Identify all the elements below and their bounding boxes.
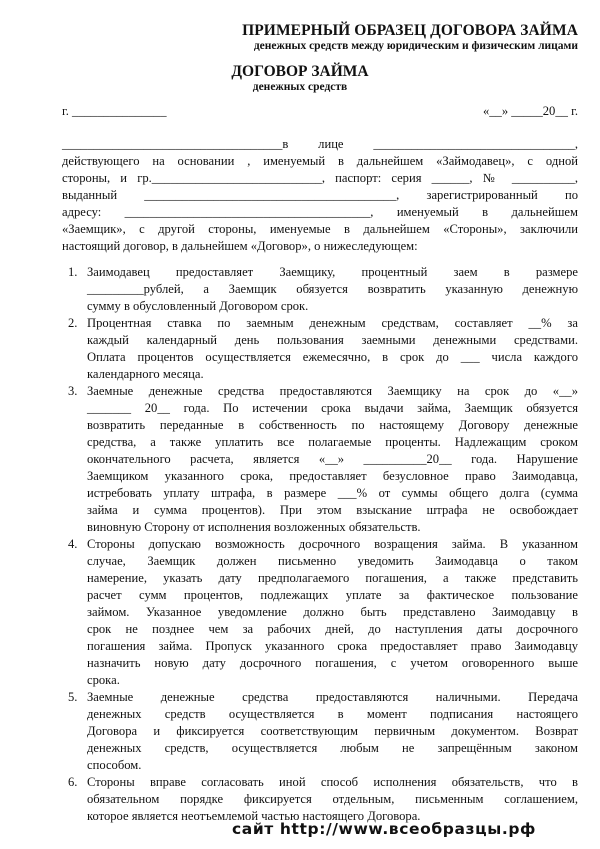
contract-clause bbox=[87, 536, 578, 689]
contract-clause bbox=[87, 689, 578, 774]
clause-line: возвратить переданные в собственность по настоящему Договору денежные bbox=[87, 418, 578, 432]
clause-line: Договора и фиксируется соответствующим первичным документом. Возврат bbox=[87, 724, 578, 738]
contract-subtitle: денежных средств bbox=[252, 81, 348, 93]
site-watermark: сайт http://www.всеобразцы.рф bbox=[232, 820, 537, 838]
intro-line: адресу: _______________________________________, именуемый в дальнейшем bbox=[62, 205, 578, 219]
clause-line: срока. bbox=[87, 673, 120, 687]
item-number: 2. bbox=[68, 316, 78, 330]
intro-line: «Заемщик», с другой стороны, именуемые в дальнейшем «Стороны», заключили bbox=[62, 222, 578, 236]
clause-line: виновную Сторону от исполнения возложенных обязательств. bbox=[87, 520, 421, 534]
contract-clause bbox=[87, 774, 578, 825]
clause-line: истребовать уплату штрафа, в размере ___% от суммы общего долга (сумма bbox=[87, 486, 578, 500]
clause-line: _______ 20__ года. По истечении срока выдачи займа, Заемщик обязуется bbox=[87, 401, 578, 415]
clause-line: расчет сумм процентов, подлежащих уплате за фактическое пользование bbox=[87, 588, 578, 602]
item-number: 5. bbox=[68, 690, 78, 704]
clause-line: займом. Указанное уведомление должно быть представлено Заимодавцу в bbox=[87, 605, 578, 619]
document-title: ПРИМЕРНЫЙ ОБРАЗЕЦ ДОГОВОРА ЗАЙМА bbox=[242, 22, 578, 39]
clause-line: Оплата процентов осуществляется ежемесячно, в срок до ___ числа каждого bbox=[87, 350, 578, 364]
clause-line: срок не позднее чем за рабочих дней, до наступления даты досрочного bbox=[87, 622, 578, 636]
item-number: 4. bbox=[68, 537, 78, 551]
intro-line: ___________________________________в лице ________________________________, bbox=[62, 137, 578, 151]
clause-line: календарного месяца. bbox=[87, 367, 204, 381]
clause-line: случае, Заемщик должен письменно уведомить Заимодавца о таком bbox=[87, 554, 578, 568]
document-subtitle: денежных средств между юридическим и физическим лицами bbox=[253, 40, 578, 52]
clause-line: Стороны вправе согласовать иной способ исполнения обязательств, что в bbox=[87, 775, 578, 789]
clause-line: сумму в обусловленный Договором срок. bbox=[87, 299, 309, 313]
intro-line: выданный ________________________________________, зарегистрированный по bbox=[62, 188, 578, 202]
contract-clause bbox=[87, 315, 578, 383]
clause-line: способом. bbox=[87, 758, 142, 772]
clause-line: займа и сумма процентов). При этом взыскание штрафа не освобождает bbox=[87, 503, 578, 517]
clause-line: назначить новую дату досрочного погашения, с учетом оговоренного выше bbox=[87, 656, 578, 670]
contract-clause bbox=[87, 383, 578, 536]
clause-line: средства, а также уплатить все полагаемые проценты. Надлежащим сроком bbox=[87, 435, 578, 449]
clause-line: Заимодавец предоставляет Заемщику, процентный заем в размере bbox=[87, 265, 578, 279]
item-number: 1. bbox=[68, 265, 78, 279]
clause-line: Стороны допускаю возможность досрочного возращения займа. В указанном bbox=[87, 537, 578, 551]
city-field: г. _______________ bbox=[62, 104, 167, 118]
contract-title: ДОГОВОР ЗАЙМА bbox=[231, 63, 369, 80]
clause-line: _________рублей, а Заемщик обязуется возвратить указанную денежную bbox=[87, 282, 578, 296]
item-number: 6. bbox=[68, 775, 78, 789]
date-field: «__» _____20__ г. bbox=[482, 104, 578, 118]
contract-clause bbox=[87, 264, 578, 315]
clause-line: погашения займа. Пропуск указанного срока предоставляет право Заимодавцу bbox=[87, 639, 578, 653]
clause-line: окончательного расчета, является «__» __________20__ года. Нарушение bbox=[87, 452, 578, 466]
clause-line: Заемные денежные средства предоставляются наличными. Передача bbox=[87, 690, 578, 704]
clause-line: денежных средств осуществляется в момент подписания настоящего bbox=[87, 707, 578, 721]
clause-line: Процентная ставка по заемным денежным средствам, составляет __% за bbox=[87, 316, 578, 330]
clause-line: денежных средств, осуществляется любым не запрещённым законом bbox=[87, 741, 578, 755]
place-date-line bbox=[62, 103, 578, 120]
clause-line: каждый календарный день пользования заемными денежными средствами. bbox=[87, 333, 578, 347]
clause-line: Заемные денежные средства предоставляются Заемщику на срок до «__» bbox=[87, 384, 578, 398]
clause-line: намерение, указать дату предполагаемого погашения, а также представить bbox=[87, 571, 578, 585]
item-number: 3. bbox=[68, 384, 78, 398]
intro-line: настоящий договор, в дальнейшем «Договор», о нижеследующем: bbox=[62, 239, 418, 253]
clause-line: Заемщиком указанного срока, предоставляет безусловное право Заимодавца, bbox=[87, 469, 578, 483]
intro-line: действующего на основании , именуемый в дальнейшем «Займодавец», с одной bbox=[62, 154, 578, 168]
clause-line: которое является неотъемлемой частью настоящего Договора. bbox=[87, 809, 421, 823]
intro-line: стороны, и гр.___________________________, паспорт: серия ______, № __________, bbox=[62, 171, 578, 185]
clause-line: обязательном порядке фиксируется отдельным, письменным соглашением, bbox=[87, 792, 578, 806]
